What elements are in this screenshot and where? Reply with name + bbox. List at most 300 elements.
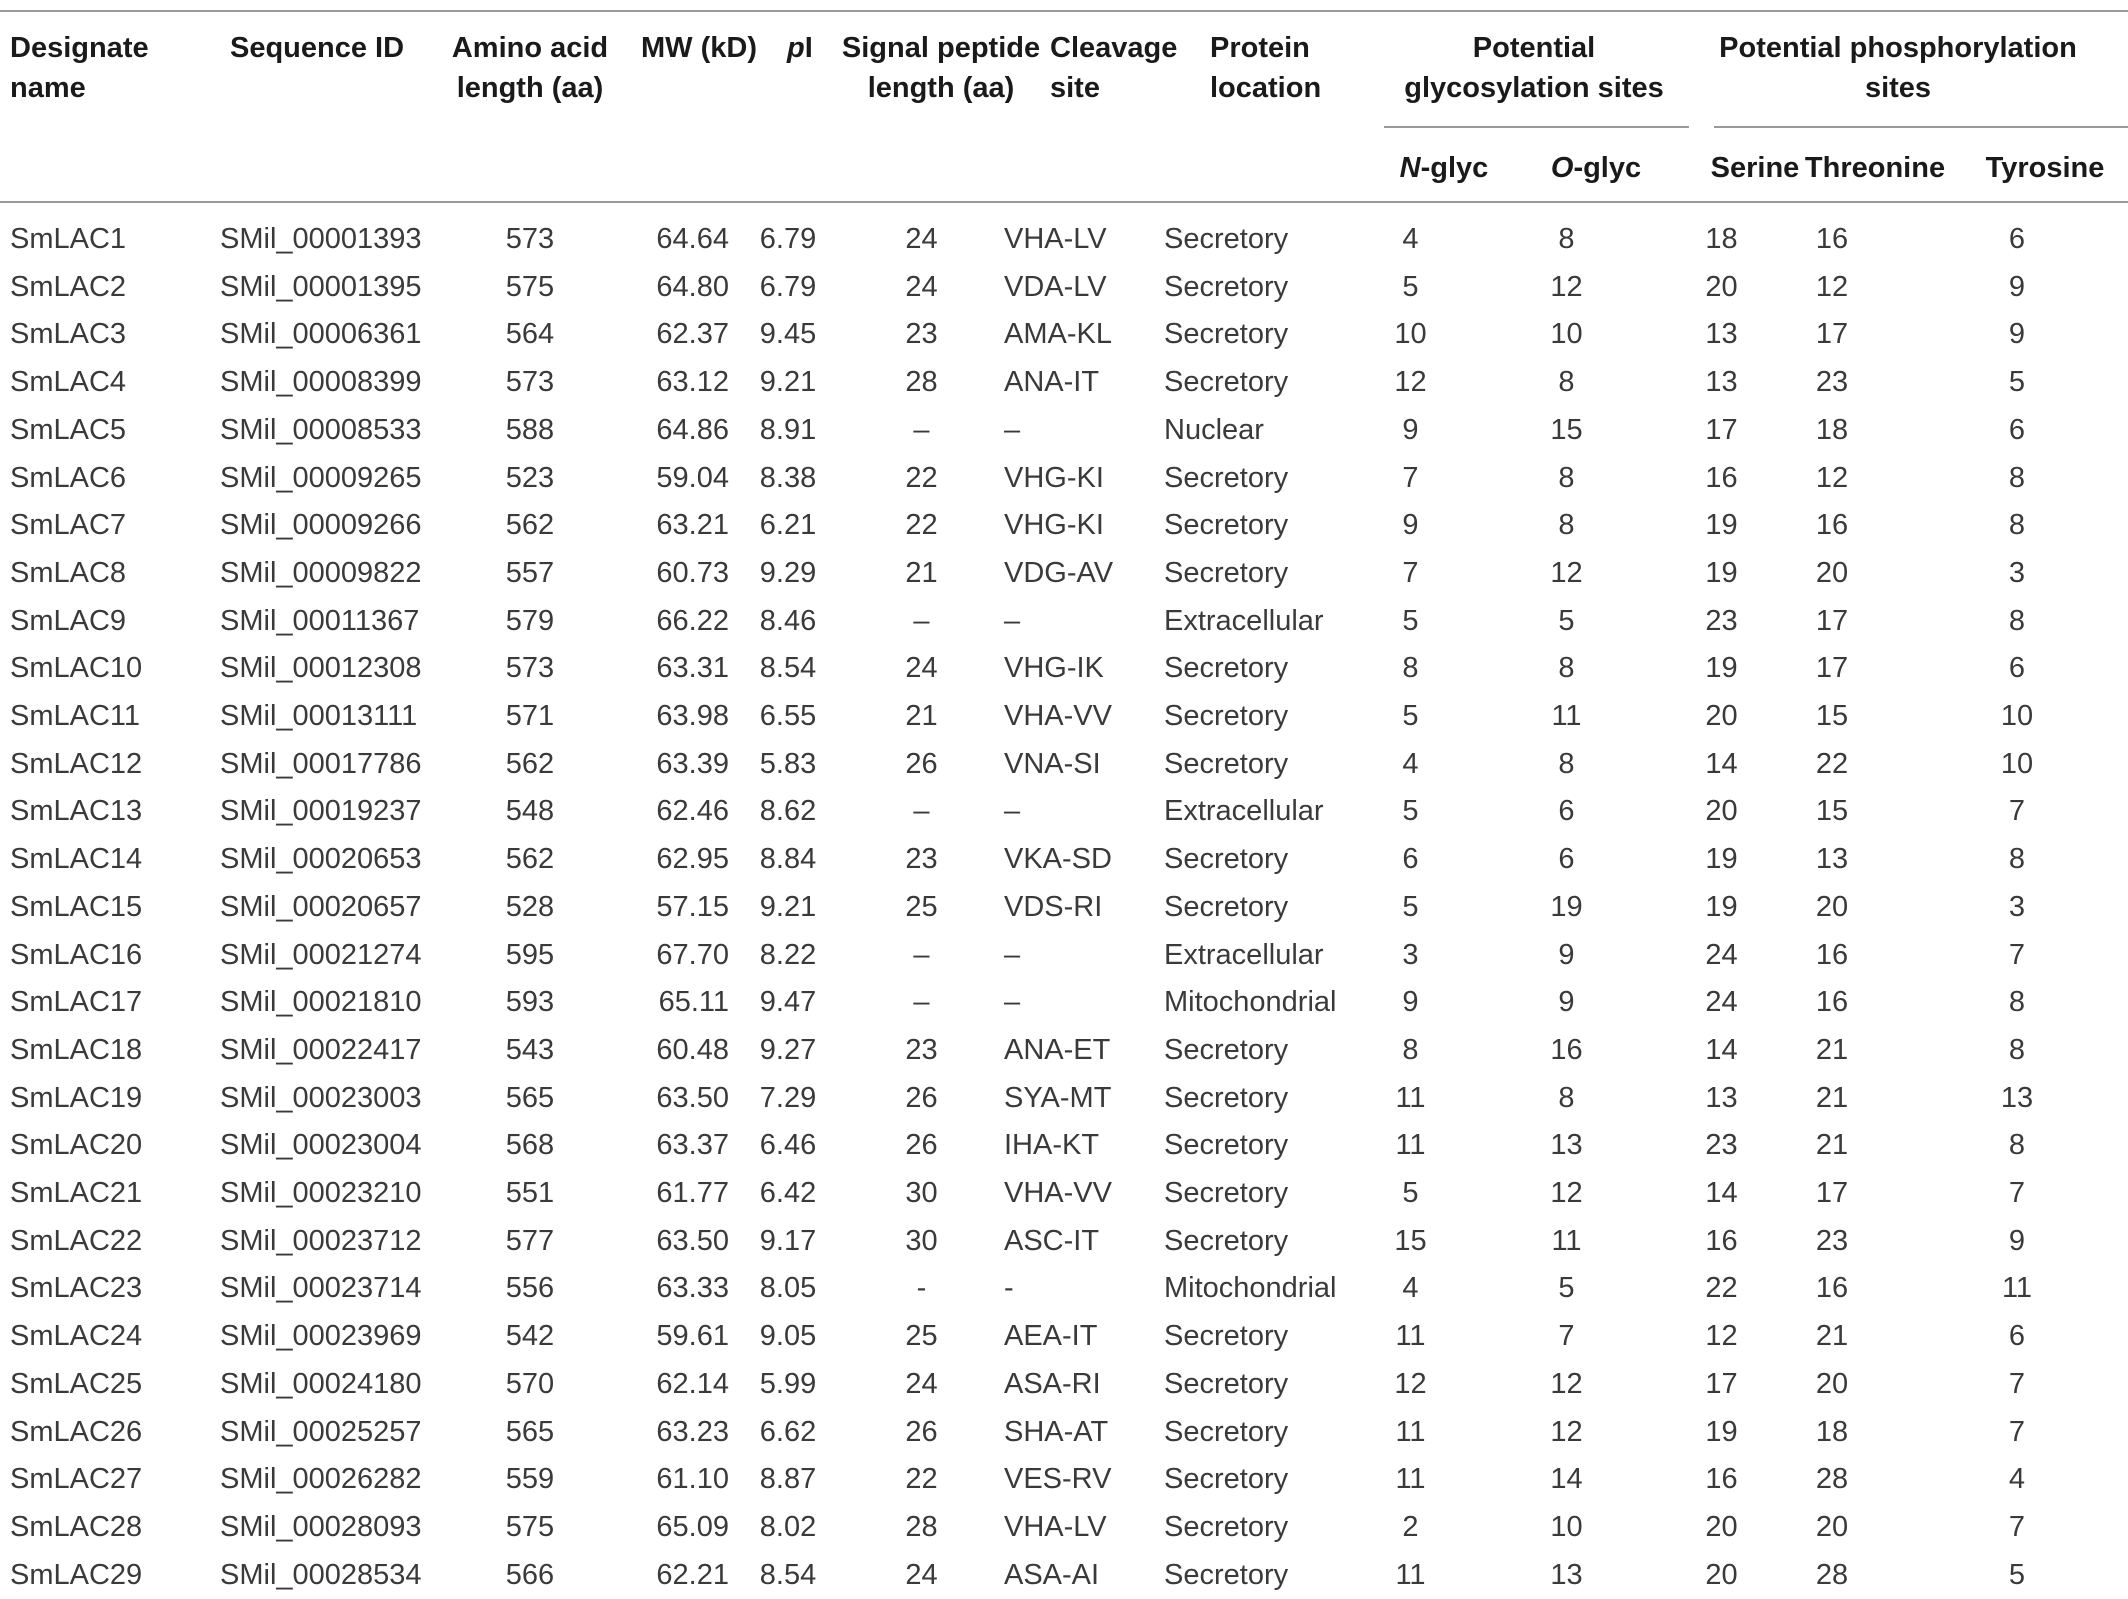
signal-peptide-length-cell: 24	[905, 1558, 938, 1591]
table-row	[0, 1265, 2108, 1313]
amino-acid-length-cell: 573	[505, 652, 555, 685]
o-glyc-cell: 16	[1550, 1033, 1583, 1066]
o-glyc-cell: 6	[1558, 843, 1575, 876]
protein-location-cell: Secretory	[1164, 509, 1289, 542]
designate-name-cell: SmLAC20	[10, 1129, 143, 1162]
sequence-id-cell: SMil_00023969	[220, 1320, 422, 1353]
designate-name-cell: SmLAC14	[10, 843, 143, 876]
tyrosine-cell: 13	[2000, 1081, 2034, 1114]
sequence-id-cell: SMil_00028093	[220, 1510, 422, 1543]
amino-acid-length-cell: 573	[505, 223, 555, 255]
amino-acid-length-cell: 575	[505, 270, 555, 303]
protein-location-cell: Secretory	[1164, 1558, 1289, 1591]
table-row	[0, 1504, 2108, 1552]
mw-cell: 63.21	[656, 509, 729, 542]
amino-acid-length-cell: 557	[505, 556, 555, 589]
protein-location-cell: Secretory	[1164, 1129, 1289, 1162]
n-glyc-cell: 15	[1394, 1224, 1427, 1257]
header-signal-peptide-length: Signal peptide length (aa)	[841, 32, 1041, 104]
serine-cell: 16	[1705, 461, 1738, 494]
threonine-cell: 20	[1815, 890, 1849, 923]
designate-name-cell: SmLAC8	[10, 556, 127, 589]
threonine-cell: 23	[1815, 366, 1849, 399]
top-rule	[0, 10, 2128, 12]
designate-name-cell: SmLAC12	[10, 747, 143, 780]
amino-acid-length-cell: 571	[505, 700, 555, 733]
designate-name-cell: SmLAC25	[10, 1367, 143, 1400]
threonine-cell: 15	[1815, 700, 1849, 733]
header-glycosylation-group: Potential glycosylation sites	[1404, 32, 1664, 104]
mw-cell: 63.31	[656, 652, 729, 685]
tyrosine-cell: 7	[2008, 1367, 2026, 1400]
pi-cell: 6.55	[759, 700, 817, 733]
pi-cell: 8.54	[759, 652, 817, 685]
n-glyc-cell: 5	[1402, 604, 1419, 637]
n-glyc-cell: 8	[1402, 652, 1419, 685]
n-glyc-cell: 8	[1402, 1033, 1419, 1066]
pi-cell: 6.62	[759, 1415, 817, 1448]
sequence-id-cell: SMil_00019237	[220, 795, 422, 828]
sequence-id-cell: SMil_00009266	[220, 509, 422, 542]
sequence-id-cell: SMil_00020653	[220, 843, 422, 876]
header-n-glyc: N-glyc	[1399, 152, 1489, 184]
mw-cell: 63.12	[656, 366, 729, 399]
o-glyc-cell: 13	[1550, 1129, 1583, 1162]
cleavage-site-cell: –	[1004, 604, 1021, 637]
phosphorylation-group-rule	[1714, 126, 2128, 128]
n-glyc-cell: 3	[1402, 938, 1419, 971]
designate-name-cell: SmLAC13	[10, 795, 143, 828]
serine-cell: 20	[1705, 270, 1738, 303]
table-row	[0, 1122, 2108, 1170]
threonine-cell: 17	[1815, 604, 1849, 637]
designate-name-cell: SmLAC18	[10, 1033, 143, 1066]
n-glyc-cell: 11	[1395, 1463, 1426, 1496]
threonine-cell: 17	[1815, 318, 1849, 351]
cleavage-site-cell: VHG-KI	[1004, 509, 1104, 542]
table-row	[0, 550, 2108, 598]
tyrosine-cell: 8	[2008, 604, 2026, 637]
sequence-id-cell: SMil_00008533	[220, 413, 422, 446]
protein-location-cell: Secretory	[1164, 700, 1289, 733]
tyrosine-cell: 6	[2008, 413, 2026, 446]
tyrosine-cell: 3	[2008, 556, 2026, 589]
n-glyc-cell: 12	[1394, 366, 1427, 399]
sequence-id-cell: SMil_00023004	[220, 1129, 422, 1162]
cleavage-site-cell: VDA-LV	[1004, 270, 1107, 303]
table-row	[0, 1552, 2108, 1599]
protein-location-cell: Secretory	[1164, 461, 1289, 494]
threonine-cell: 15	[1815, 795, 1849, 828]
cleavage-site-cell: IHA-KT	[1004, 1129, 1100, 1162]
sequence-id-cell: SMil_00009265	[220, 461, 422, 494]
tyrosine-cell: 8	[2008, 461, 2026, 494]
o-glyc-cell: 5	[1558, 1272, 1575, 1305]
table-row	[0, 502, 2108, 550]
serine-cell: 20	[1705, 1558, 1738, 1591]
table-row	[0, 836, 2108, 884]
table-row	[0, 455, 2108, 503]
mw-cell: 65.11	[658, 986, 729, 1019]
n-glyc-cell: 5	[1402, 890, 1419, 923]
o-glyc-cell: 12	[1550, 556, 1583, 589]
designate-name-cell: SmLAC17	[10, 986, 143, 1019]
serine-cell: 20	[1705, 700, 1738, 733]
amino-acid-length-cell: 577	[505, 1224, 555, 1257]
designate-name-cell: SmLAC28	[10, 1510, 143, 1543]
designate-name-cell: SmLAC22	[10, 1224, 143, 1257]
table-row	[0, 1170, 2108, 1218]
pi-cell: 8.84	[759, 843, 817, 876]
mw-cell: 59.04	[656, 461, 729, 494]
tyrosine-cell: 8	[2008, 1033, 2026, 1066]
header-bottom-rule	[0, 201, 2128, 203]
protein-location-cell: Secretory	[1164, 1367, 1289, 1400]
designate-name-cell: SmLAC19	[10, 1081, 143, 1114]
threonine-cell: 21	[1815, 1129, 1849, 1162]
cleavage-site-cell: VHG-IK	[1004, 652, 1104, 685]
designate-name-cell: SmLAC23	[10, 1272, 143, 1305]
serine-cell: 17	[1705, 1367, 1738, 1400]
protein-location-cell: Nuclear	[1164, 413, 1264, 446]
tyrosine-cell: 7	[2008, 938, 2026, 971]
signal-peptide-length-cell: 23	[905, 843, 938, 876]
pi-cell: 6.42	[759, 1177, 817, 1210]
sequence-id-cell: SMil_00001395	[220, 270, 422, 303]
tyrosine-cell: 4	[2008, 1463, 2026, 1496]
pi-cell: 6.79	[759, 223, 817, 255]
n-glyc-cell: 5	[1402, 270, 1419, 303]
header-phosphorylation-group: Potential phosphorylation sites	[1719, 32, 2077, 104]
protein-location-cell: Secretory	[1164, 223, 1289, 255]
mw-cell: 63.33	[656, 1272, 729, 1305]
mw-cell: 59.61	[656, 1320, 729, 1353]
protein-location-cell: Extracellular	[1164, 604, 1324, 637]
signal-peptide-length-cell: 21	[905, 556, 938, 589]
table-row	[0, 311, 2108, 359]
cleavage-site-cell: VHA-VV	[1004, 700, 1112, 733]
header-mw: MW (kD)	[641, 32, 757, 64]
table-row	[0, 645, 2108, 693]
sequence-id-cell: SMil_00028534	[220, 1558, 422, 1591]
mw-cell: 64.86	[656, 413, 729, 446]
threonine-cell: 28	[1815, 1463, 1849, 1496]
threonine-cell: 23	[1815, 1224, 1849, 1257]
n-glyc-cell: 4	[1402, 1272, 1419, 1305]
table-row	[0, 932, 2108, 980]
amino-acid-length-cell: 588	[505, 413, 555, 446]
amino-acid-length-cell: 559	[505, 1463, 555, 1496]
sequence-id-cell: SMil_00023712	[220, 1224, 422, 1257]
pi-cell: 9.21	[759, 366, 817, 399]
tyrosine-cell: 8	[2008, 509, 2026, 542]
tyrosine-cell: 7	[2008, 1510, 2026, 1543]
amino-acid-length-cell: 548	[505, 795, 555, 828]
header-threonine: Threonine	[1804, 152, 1946, 184]
amino-acid-length-cell: 565	[505, 1081, 555, 1114]
designate-name-cell: SmLAC7	[10, 509, 127, 542]
cleavage-site-cell: VES-RV	[1004, 1463, 1112, 1496]
protein-location-cell: Secretory	[1164, 1224, 1289, 1257]
threonine-cell: 12	[1815, 461, 1849, 494]
designate-name-cell: SmLAC2	[10, 270, 127, 303]
signal-peptide-length-cell: –	[913, 413, 930, 446]
n-glyc-cell: 11	[1395, 1415, 1426, 1448]
pi-cell: 6.46	[759, 1129, 817, 1162]
tyrosine-cell: 6	[2008, 1320, 2026, 1353]
pi-cell: 6.79	[759, 270, 817, 303]
signal-peptide-length-cell: 26	[905, 747, 938, 780]
sequence-id-cell: SMil_00013111	[220, 700, 418, 733]
table-row	[0, 741, 2108, 789]
amino-acid-length-cell: 579	[505, 604, 555, 637]
tyrosine-cell: 8	[2008, 1129, 2026, 1162]
serine-cell: 13	[1705, 1081, 1738, 1114]
o-glyc-cell: 11	[1551, 700, 1582, 733]
mw-cell: 62.37	[656, 318, 729, 351]
designate-name-cell: SmLAC6	[10, 461, 127, 494]
mw-cell: 67.70	[656, 938, 729, 971]
table-row	[0, 1075, 2108, 1123]
protein-location-cell: Secretory	[1164, 556, 1289, 589]
mw-cell: 63.50	[656, 1224, 729, 1257]
cleavage-site-cell: AMA-KL	[1004, 318, 1112, 351]
sequence-id-cell: SMil_00021810	[220, 986, 422, 1019]
table-row	[0, 1218, 2108, 1266]
protein-location-cell: Extracellular	[1164, 938, 1324, 971]
tyrosine-cell: 9	[2008, 270, 2026, 303]
serine-cell: 19	[1705, 1415, 1738, 1448]
o-glyc-cell: 14	[1550, 1463, 1583, 1496]
pi-cell: 5.99	[759, 1367, 817, 1400]
table-row	[0, 359, 2108, 407]
threonine-cell: 17	[1815, 652, 1849, 685]
serine-cell: 12	[1705, 1320, 1738, 1353]
serine-cell: 19	[1705, 843, 1738, 876]
designate-name-cell: SmLAC3	[10, 318, 127, 351]
pi-cell: 8.91	[759, 413, 817, 446]
sequence-id-cell: SMil_00017786	[220, 747, 422, 780]
amino-acid-length-cell: 568	[505, 1129, 555, 1162]
threonine-cell: 16	[1815, 938, 1849, 971]
n-glyc-cell: 5	[1402, 795, 1419, 828]
protein-location-cell: Mitochondrial	[1164, 1272, 1337, 1305]
signal-peptide-length-cell: 23	[905, 1033, 938, 1066]
sequence-id-cell: SMil_00023003	[220, 1081, 422, 1114]
cleavage-site-cell: VDG-AV	[1004, 556, 1114, 589]
signal-peptide-length-cell: 23	[905, 318, 938, 351]
mw-cell: 63.98	[656, 700, 729, 733]
tyrosine-cell: 9	[2008, 1224, 2026, 1257]
n-glyc-cell: 5	[1402, 700, 1419, 733]
mw-cell: 61.10	[656, 1463, 729, 1496]
cleavage-site-cell: VHA-LV	[1004, 1510, 1107, 1543]
cleavage-site-cell: VHA-LV	[1004, 223, 1107, 255]
n-glyc-cell: 7	[1402, 556, 1419, 589]
designate-name-cell: SmLAC5	[10, 413, 127, 446]
table-body	[0, 216, 2108, 1599]
table-row	[0, 1313, 2108, 1361]
pi-cell: 9.21	[759, 890, 817, 923]
threonine-cell: 13	[1815, 843, 1849, 876]
mw-cell: 62.21	[656, 1558, 729, 1591]
o-glyc-cell: 12	[1550, 270, 1583, 303]
n-glyc-cell: 9	[1402, 986, 1419, 1019]
serine-cell: 14	[1705, 1177, 1738, 1210]
sequence-id-cell: SMil_00024180	[220, 1367, 422, 1400]
signal-peptide-length-cell: 21	[905, 700, 938, 733]
table-row	[0, 884, 2108, 932]
serine-cell: 14	[1705, 747, 1738, 780]
threonine-cell: 17	[1815, 1177, 1849, 1210]
serine-cell: 23	[1705, 1129, 1738, 1162]
cleavage-site-cell: ANA-IT	[1004, 366, 1100, 399]
pi-cell: 9.05	[759, 1320, 817, 1353]
signal-peptide-length-cell: 30	[905, 1177, 938, 1210]
sequence-id-cell: SMil_00006361	[220, 318, 422, 351]
cleavage-site-cell: –	[1004, 986, 1021, 1019]
cleavage-site-cell: ANA-ET	[1004, 1033, 1111, 1066]
tyrosine-cell: 8	[2008, 843, 2026, 876]
protein-location-cell: Secretory	[1164, 890, 1289, 923]
amino-acid-length-cell: 542	[505, 1320, 555, 1353]
threonine-cell: 21	[1815, 1033, 1849, 1066]
cleavage-site-cell: ASC-IT	[1004, 1224, 1100, 1257]
serine-cell: 18	[1705, 223, 1738, 255]
designate-name-cell: SmLAC26	[10, 1415, 143, 1448]
cleavage-site-cell: -	[1004, 1272, 1014, 1305]
o-glyc-cell: 12	[1550, 1177, 1583, 1210]
signal-peptide-length-cell: 24	[905, 652, 938, 685]
header-cleavage-site: Cleavage site	[1050, 32, 1178, 104]
header-protein-location: Protein location	[1210, 32, 1322, 104]
mw-cell: 62.95	[656, 843, 729, 876]
o-glyc-cell: 19	[1550, 890, 1583, 923]
amino-acid-length-cell: 575	[505, 1510, 555, 1543]
header-tyrosine: Tyrosine	[1985, 152, 2105, 184]
table-row	[0, 979, 2108, 1027]
n-glyc-cell: 7	[1402, 461, 1419, 494]
amino-acid-length-cell: 570	[505, 1367, 555, 1400]
signal-peptide-length-cell: 28	[905, 1510, 938, 1543]
table-row	[0, 1027, 2108, 1075]
amino-acid-length-cell: 564	[505, 318, 555, 351]
amino-acid-length-cell: 562	[505, 747, 555, 780]
pi-cell: 8.62	[759, 795, 817, 828]
tyrosine-cell: 5	[2008, 366, 2026, 399]
tyrosine-cell: 3	[2008, 890, 2026, 923]
serine-cell: 22	[1705, 1272, 1738, 1305]
tyrosine-cell: 6	[2008, 223, 2026, 255]
amino-acid-length-cell: 562	[505, 843, 555, 876]
n-glyc-cell: 9	[1402, 509, 1419, 542]
mw-cell: 62.14	[656, 1367, 729, 1400]
pi-cell: 8.22	[759, 938, 817, 971]
threonine-cell: 21	[1815, 1320, 1849, 1353]
signal-peptide-length-cell: –	[913, 986, 930, 1019]
cleavage-site-cell: SHA-AT	[1004, 1415, 1109, 1448]
o-glyc-cell: 8	[1558, 223, 1575, 255]
n-glyc-cell: 11	[1395, 1081, 1426, 1114]
header-serine: Serine	[1710, 152, 1800, 184]
designate-name-cell: SmLAC27	[10, 1463, 143, 1496]
serine-cell: 19	[1705, 890, 1738, 923]
sequence-id-cell: SMil_00023714	[220, 1272, 422, 1305]
n-glyc-cell: 10	[1394, 318, 1427, 351]
tyrosine-cell: 10	[2000, 747, 2034, 780]
cleavage-site-cell: VDS-RI	[1004, 890, 1103, 923]
signal-peptide-length-cell: 26	[905, 1081, 938, 1114]
o-glyc-cell: 5	[1558, 604, 1575, 637]
n-glyc-cell: 11	[1395, 1320, 1426, 1353]
threonine-cell: 20	[1815, 1510, 1849, 1543]
designate-name-cell: SmLAC10	[10, 652, 143, 685]
protein-location-cell: Extracellular	[1164, 795, 1324, 828]
mw-cell: 63.37	[656, 1129, 729, 1162]
amino-acid-length-cell: 573	[505, 366, 555, 399]
table-row	[0, 1456, 2108, 1504]
o-glyc-cell: 8	[1558, 509, 1575, 542]
pi-cell: 8.87	[759, 1463, 817, 1496]
pi-cell: 9.29	[759, 556, 817, 589]
tyrosine-cell: 7	[2008, 1415, 2026, 1448]
pi-cell: 8.05	[759, 1272, 817, 1305]
threonine-cell: 16	[1815, 1272, 1849, 1305]
mw-cell: 63.50	[656, 1081, 729, 1114]
threonine-cell: 28	[1815, 1558, 1849, 1591]
tyrosine-cell: 11	[2001, 1272, 2033, 1305]
sequence-id-cell: SMil_00026282	[220, 1463, 422, 1496]
amino-acid-length-cell: 595	[505, 938, 555, 971]
amino-acid-length-cell: 523	[505, 461, 555, 494]
threonine-cell: 16	[1815, 223, 1849, 255]
header-designate-name: Designate name	[10, 32, 149, 104]
pi-cell: 7.29	[759, 1081, 817, 1114]
table-row	[0, 1409, 2108, 1457]
threonine-cell: 20	[1815, 1367, 1849, 1400]
designate-name-cell: SmLAC29	[10, 1558, 143, 1591]
o-glyc-cell: 8	[1558, 747, 1575, 780]
o-glyc-cell: 9	[1558, 986, 1575, 1019]
designate-name-cell: SmLAC11	[10, 700, 141, 733]
sequence-id-cell: SMil_00025257	[220, 1415, 422, 1448]
table-row	[0, 598, 2108, 646]
table-row	[0, 407, 2108, 455]
cleavage-site-cell: SYA-MT	[1004, 1081, 1112, 1114]
signal-peptide-length-cell: 24	[905, 270, 938, 303]
sequence-id-cell: SMil_00021274	[220, 938, 422, 971]
o-glyc-cell: 11	[1551, 1224, 1582, 1257]
table-row	[0, 788, 2108, 836]
tyrosine-cell: 9	[2008, 318, 2026, 351]
data-table	[0, 216, 2108, 1599]
n-glyc-cell: 5	[1402, 1177, 1419, 1210]
protein-location-cell: Secretory	[1164, 652, 1289, 685]
mw-cell: 65.09	[656, 1510, 729, 1543]
o-glyc-cell: 9	[1558, 938, 1575, 971]
table-row	[0, 264, 2108, 312]
header-pi: pI	[787, 32, 813, 64]
signal-peptide-length-cell: -	[916, 1272, 927, 1305]
threonine-cell: 21	[1815, 1081, 1849, 1114]
cleavage-site-cell: ASA-RI	[1004, 1367, 1101, 1400]
n-glyc-cell: 6	[1402, 843, 1419, 876]
signal-peptide-length-cell: 22	[905, 509, 938, 542]
signal-peptide-length-cell: 25	[905, 1320, 938, 1353]
threonine-cell: 18	[1815, 1415, 1849, 1448]
amino-acid-length-cell: 543	[505, 1033, 555, 1066]
signal-peptide-length-cell: 25	[905, 890, 938, 923]
